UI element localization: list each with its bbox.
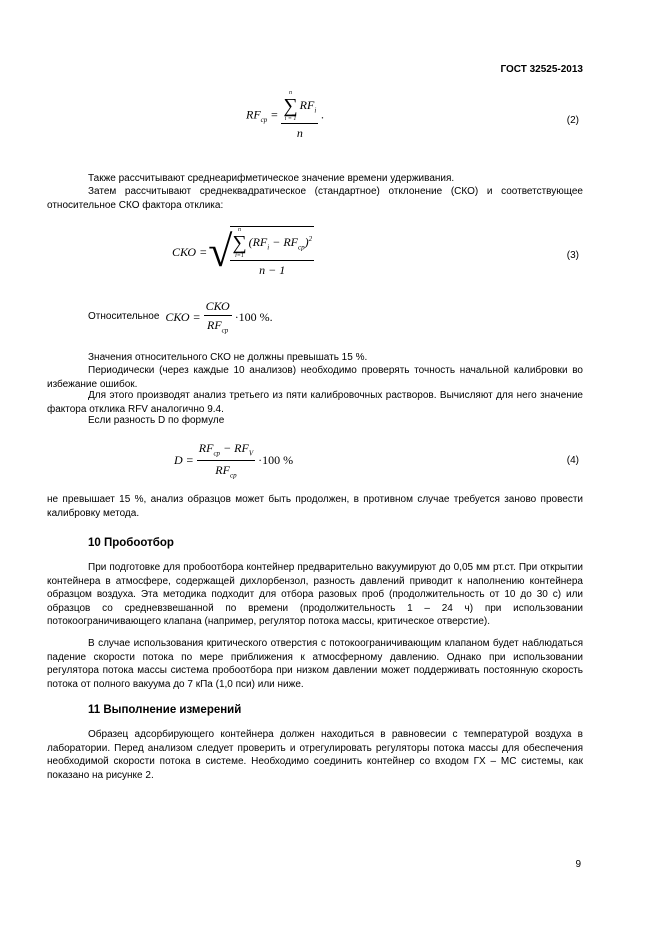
paragraph: Если разность D по формуле bbox=[88, 415, 225, 426]
square-root-symbol: √ bbox=[208, 227, 233, 277]
paragraph: Затем рассчитывают среднеквадратическое (стандартное) отклонение (СКО) и соответствующее относительное СКО фактора отклика: bbox=[47, 186, 583, 211]
paragraph: В случае использования критического отверстия с потокоограничивающим клапаном будет наблюдаться падение скорости потока по мере приближения к атмосферному давлению. Однако при использовании регулятора потока массы система пробоотбора при низком давлении может поддерживать постоянную скорость потока от полного вакуума до 7 кПа (1,0 пси) или ниже. bbox=[47, 638, 583, 690]
formula-relative-sko: Относительное СКО = $\frac{\text{СКО}}{RF_{ср}}$ ·100 %. bbox=[88, 299, 273, 335]
paragraph: не превышает 15 %, анализ образцов может быть продолжен, в противном случае требуется заново провести калибровку метода. bbox=[47, 494, 583, 519]
paragraph: Также рассчитывают среднеарифметическое значение времени удерживания. bbox=[88, 173, 455, 184]
paragraph: Для этого производят анализ третьего из пяти калибровочных растворов. Вычисляют для него значение фактора отклика RFV аналогично 9.4. bbox=[47, 390, 583, 415]
paragraph: При подготовке для пробоотбора контейнер предварительно вакуумируют до 0,05 мм рт.ст. При открытии контейнера в атмосфере, содержащей дихлорбензол, разность давлений приводит к наполнению контейнера образцом воздуха. Эта методика подходит для отбора разовых проб (продолжительность от 10 до 30 с) или образцов со средневзвешанной по времени (продолжительность 1 – 24 ч) при использовании потокоограничивающего клапана (например, регулятор потока массы, критическое отверстие). bbox=[47, 562, 583, 627]
paragraph: Значения относительного СКО не должны превышать 15 %. bbox=[88, 352, 368, 363]
formula-2: $RF_{ср}$ = n ∑ i = 1 $RF_i$ n . bbox=[246, 90, 325, 141]
formula-4: D = $\frac{RF_{ср} - RF_V}{RF_{ср}}$ ·100 % bbox=[174, 441, 294, 480]
summation-symbol: ∑ bbox=[283, 95, 298, 117]
paragraph: Периодически (через каждые 10 анализов) необходимо проверять точность начальной калибровки во избежание ошибок. bbox=[47, 365, 583, 390]
formula-3: СКО = √ n ∑ i=1 $(RF_i - RF_{ср})^2$ n − 1 bbox=[172, 227, 313, 278]
summation-symbol: ∑ bbox=[232, 232, 247, 254]
section-heading-11: 11 Выполнение измерений bbox=[88, 704, 242, 716]
paragraph: Образец адсорбирующего контейнера должен находиться в равновесии с температурой воздуха в лаборатории. Перед анализом следует проверить и отрегулировать регуляторы потока массы для обеспечения необходимой скорости потока в системе. Необходимо соединить контейнер со входом ГХ – МС системы, как показано на рисунке 2. bbox=[47, 729, 583, 781]
page-number: 9 bbox=[575, 859, 581, 870]
formula-3-number: (3) bbox=[566, 250, 579, 261]
section-heading-10: 10 Пробоотбор bbox=[88, 537, 174, 549]
formula-4-number: (4) bbox=[566, 455, 579, 466]
document-header: ГОСТ 32525-2013 bbox=[500, 64, 583, 75]
formula-2-number: (2) bbox=[566, 115, 579, 126]
